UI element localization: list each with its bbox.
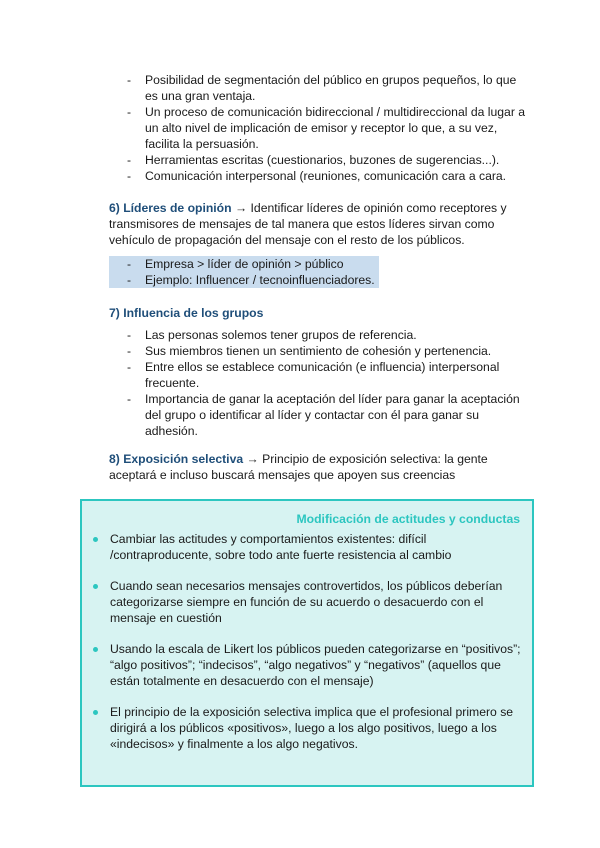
list-item: - Las personas solemos tener grupos de referencia.: [109, 327, 529, 343]
list-item: - Empresa > líder de opinión > público: [109, 256, 379, 272]
list-item: - Sus miembros tienen un sentimiento de cohesión y pertenencia.: [109, 343, 529, 359]
section-lideres-opinion: [109, 200, 509, 248]
list-item: - Posibilidad de segmentación del público en grupos pequeños, lo que es una gran ventaja.: [109, 72, 529, 104]
list-item: - Importancia de ganar la aceptación del líder para ganar la aceptación del grupo o identificar al líder y contactar con él para ganar su adhesión.: [109, 391, 529, 439]
list-item: Usando la escala de Likert los públicos pueden categorizarse en “positivos”; “algo positivos”; “indecisos”, “algo negativos” y “negativos” (aquellos que están totalmente en desacuerdo con el mensaje): [92, 641, 528, 689]
box-title: Modificación de actitudes y conductas: [296, 512, 520, 526]
section-text: Principio de exposición selectiva: la gente aceptará e incluso buscará mensajes que apoyen sus creencias: [109, 452, 488, 482]
list-item: - Herramientas escritas (cuestionarios, buzones de sugerencias...).: [109, 152, 529, 168]
section-title: 8) Exposición selectiva: [109, 452, 244, 466]
summary-box: [80, 499, 534, 787]
section-text: Identificar líderes de opinión como receptores y transmisores de mensajes de tal manera que estos líderes sirvan como vehículo de propagación del mensaje con el resto de los públicos.: [109, 201, 507, 247]
top-bullet-list: [109, 72, 529, 184]
section-title: 6) Líderes de opinión: [109, 201, 232, 215]
list-item: - Un proceso de comunicación bidireccional / multidireccional da lugar a un alto nivel de implicación de emisor y receptor lo que, a su vez, facilita la persuasión.: [109, 104, 529, 152]
box-bullet-list: [92, 531, 528, 767]
list-item: El principio de la exposición selectiva implica que el profesional primero se dirigirá a los públicos «positivos», luego a los algo positivos, luego a los «indecisos» y finalmente a los algo negativos.: [92, 704, 528, 752]
section-title: 7) Influencia de los grupos: [109, 306, 264, 320]
section-exposicion-selectiva: [109, 451, 494, 483]
section-influencia-grupos: [109, 305, 529, 321]
arrow-symbol: →: [243, 452, 263, 466]
lideres-opinion-list: [109, 256, 379, 288]
influencia-grupos-list: [109, 327, 529, 439]
list-item: - Entre ellos se establece comunicación (e influencia) interpersonal frecuente.: [109, 359, 529, 391]
list-item: Cuando sean necesarios mensajes controvertidos, los públicos deberían categorizarse siempre en función de su acuerdo o desacuerdo con el mensaje en cuestión: [92, 578, 528, 626]
list-item: - Ejemplo: Influencer / tecnoinfluenciadores.: [109, 272, 379, 288]
list-item: - Comunicación interpersonal (reuniones, comunicación cara a cara.: [109, 168, 529, 184]
list-item: Cambiar las actitudes y comportamientos existentes: difícil /contraproducente, sobre todo ante fuerte resistencia al cambio: [92, 531, 528, 563]
arrow-symbol: →: [231, 201, 251, 215]
